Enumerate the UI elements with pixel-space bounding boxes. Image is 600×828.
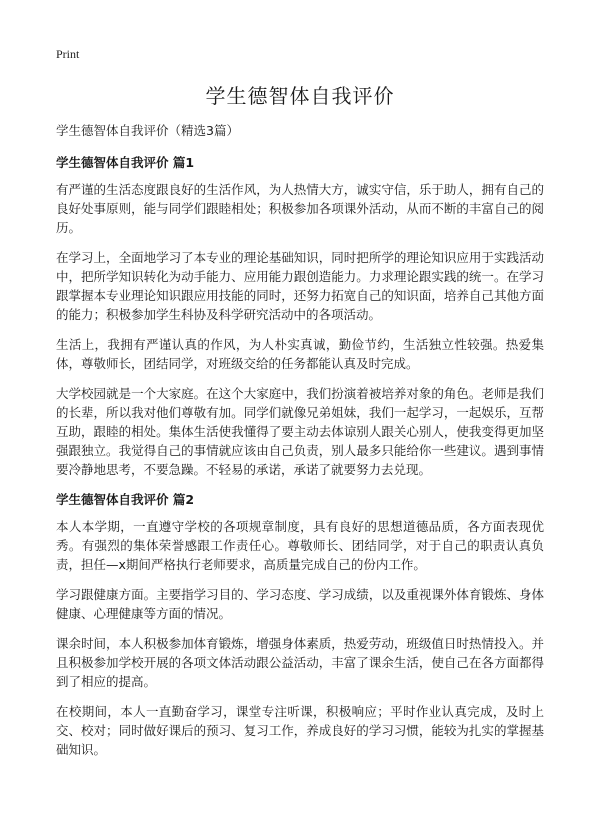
paragraph: 大学校园就是一个大家庭。在这个大家庭中，我们扮演着被培养对象的角色。老师是我们的长辈，所以我对他们尊敬有加。同学们就像兄弟姐妹，我们一起学习，一起娱乐，互帮互助，跟睦的相处。集体生活使我懂得了要主动去体谅别人跟关心别人，使我变得更加坚强跟独立。我觉得自己的事情就应该由自己负责，别人最多只能给你一些建议。遇到事情要冷静地思考，不要急躁。不轻易的承诺，承诺了就要努力去兑现。 xyxy=(56,386,544,477)
section-2 xyxy=(56,490,544,759)
paragraph: 课余时间，本人积极参加体育锻炼，增强身体素质，热爱劳动，班级值日时热情投入。并且积极参加学校开展的各项文体活动跟公益活动，丰富了课余生活，使自己在各方面都得到了相应的提高。 xyxy=(56,636,544,689)
paragraph: 在学习上，全面地学习了本专业的理论基础知识，同时把所学的理论知识应用于实践活动中，把所学知识转化为动手能力、应用能力跟创造能力。力求理论跟实践的统一。在学习跟掌握本专业理论知识跟应用技能的同时，还努力拓宽自己的知识面，培养自己其他方面的能力；积极参加学生科协及科学研究活动中的各项活动。 xyxy=(56,250,544,322)
paragraph: 生活上，我拥有严谨认真的作风，为人朴实真诚，勤俭节约，生活独立性较强。热爱集体，尊敬师长，团结同学，对班级交给的任务都能认真及时完成。 xyxy=(56,337,544,371)
print-link[interactable]: Print xyxy=(56,47,80,61)
document-subtitle: 学生德智体自我评价（精选3篇） xyxy=(56,123,239,138)
paragraph: 学习跟健康方面。主要指学习目的、学习态度、学习成绩，以及重视课外体育锻炼、身体健康、心理健康等方面的情况。 xyxy=(56,587,544,621)
section-heading: 学生德智体自我评价 篇2 xyxy=(56,492,195,507)
page-title: 学生德智体自我评价 xyxy=(205,84,395,108)
paragraph: 在校期间，本人一直勤奋学习，课堂专注听课，积极响应；平时作业认真完成，及时上交、校对；同时做好课后的预习、复习工作，养成良好的学习习惯，能较为扎实的掌握基础知识。 xyxy=(56,704,544,757)
paragraph: 本人本学期，一直遵守学校的各项规章制度，具有良好的思想道德品质，各方面表现优秀。有强烈的集体荣誉感跟工作责任心。尊敬师长、团结同学，对于自己的职责认真负责，担任—x期间严格执行老师要求，高质量完成自己的份内工作。 xyxy=(56,519,544,572)
document-body xyxy=(56,121,544,770)
paragraph: 有严谨的生活态度跟良好的生活作风，为人热情大方，诚实守信，乐于助人，拥有自己的良好处事原则，能与同学们跟睦相处；积极参加各项课外活动，从而不断的丰富自己的阅历。 xyxy=(56,182,544,235)
section-1 xyxy=(56,153,544,479)
section-heading: 学生德智体自我评价 篇1 xyxy=(56,155,195,170)
